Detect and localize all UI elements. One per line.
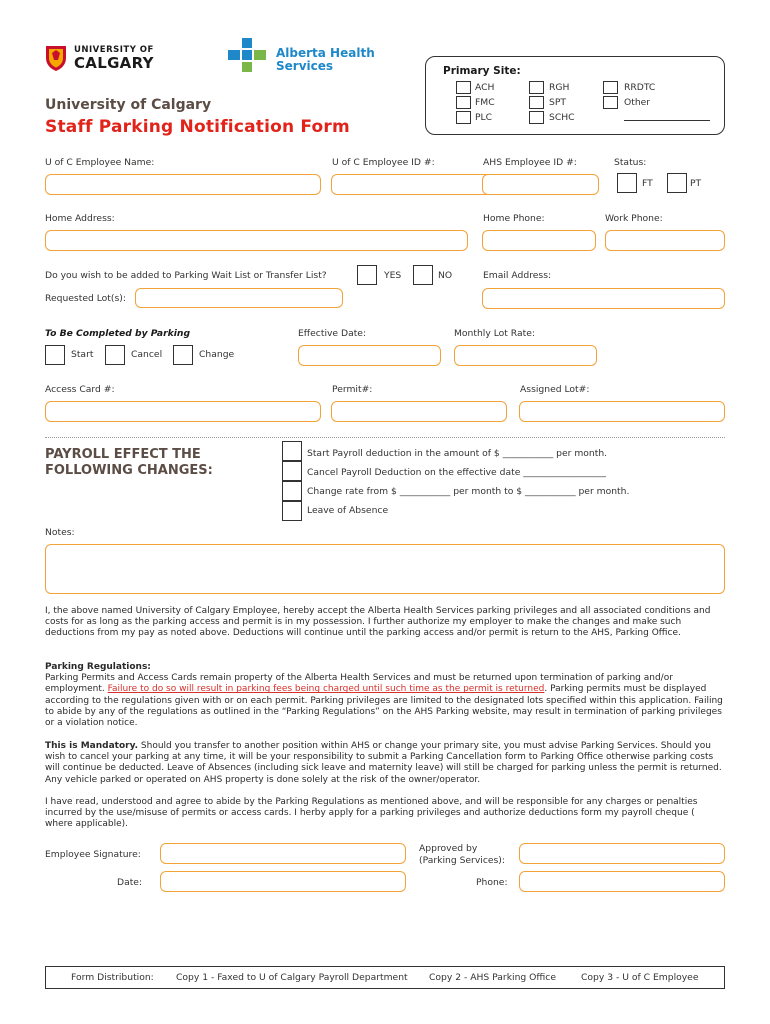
parking-cancel-label: Cancel [131,349,163,360]
access-card-label: Access Card #: [45,384,115,395]
mandatory-text: Should you transfer to another position within AHS or change your primary site, you must advise Parking Services. Should you wish to cancel your parking at any time, it will be your responsibility to submit a Parking Cancellation form to Parking Office otherwise parking costs will continue be deducted. Leave of Absences (including sick leave and maternity leave) will still be charged for parking unless the permit is returned. Any vehicle parked or operated on AHS property is done solely at the risk of the owner/operator. [45,741,722,785]
parking-change-checkbox[interactable] [173,345,193,365]
distribution-copy1: Copy 1 - Faxed to U of Calgary Payroll Department [176,972,408,983]
payroll-start-text: Start Payroll deduction in the amount of $ ___________ per month. [307,448,608,459]
site-rrdtc-label: RRDTC [624,82,656,93]
approved-by-field[interactable] [519,843,725,864]
distribution-label: Form Distribution: [71,972,154,983]
work-phone-label: Work Phone: [605,213,663,224]
date-label: Date: [117,877,143,888]
status-pt-checkbox[interactable] [667,173,687,193]
site-plc-checkbox[interactable] [456,111,471,124]
ucalgary-logo-line2: CALGARY [74,54,154,72]
phone-label: Phone: [476,877,508,888]
distribution-copy2: Copy 2 - AHS Parking Office [429,972,556,983]
permit-field[interactable] [331,401,507,422]
site-plc-label: PLC [475,112,493,123]
site-rgh-checkbox[interactable] [529,81,544,94]
access-card-field[interactable] [45,401,321,422]
approved-by-label-2: (Parking Services): [419,855,505,866]
regulations-warning: Failure to do so will result in parking fees being charged until such time as the permit is returned [107,684,545,695]
status-label: Status: [614,157,647,168]
wait-list-no-label: NO [438,270,453,281]
acceptance-paragraph: I, the above named University of Calgary Employee, hereby accept the Alberta Health Services parking privileges and all associated conditions and costs for as long as the parking access and permit is in my possession. I further authorize my employer to make the changes and make such deductions from my pay as noted above. Deductions will continue until the parking access and/or permit is return to the AHS, Parking Office. [45,606,711,639]
ucalgary-logo [44,44,174,74]
notes-label: Notes: [45,527,75,538]
wait-list-yes-label: YES [384,270,402,281]
primary-site-box [425,56,725,135]
notes-field[interactable] [45,544,725,594]
form-title: Staff Parking Notification Form [45,117,350,137]
site-other-line[interactable] [624,120,710,121]
requested-lots-label: Requested Lot(s): [45,293,126,304]
primary-site-heading: Primary Site: [443,65,521,77]
payroll-start-checkbox[interactable] [282,441,302,461]
requested-lots-field[interactable] [135,288,343,308]
regulations-paragraph [45,662,725,729]
payroll-cancel-checkbox[interactable] [282,461,302,481]
payroll-heading-line1: PAYROLL EFFECT THE [45,447,201,462]
ucalgary-logo-line1: UNIVERSITY OF [74,45,154,55]
ahs-cross-icon [228,38,270,72]
site-other-checkbox[interactable] [603,96,618,109]
regulations-heading: Parking Regulations: [45,662,151,672]
distribution-footer [45,966,725,989]
wait-list-no-checkbox[interactable] [413,265,433,285]
effective-date-label: Effective Date: [298,328,367,339]
mandatory-paragraph [45,741,725,786]
form-subtitle: University of Calgary [45,97,212,113]
home-phone-field[interactable] [482,230,596,251]
employee-name-label: U of C Employee Name: [45,157,155,168]
payroll-heading-line2: FOLLOWING CHANGES: [45,463,213,478]
site-ach-checkbox[interactable] [456,81,471,94]
wait-list-question: Do you wish to be added to Parking Wait List or Transfer List? [45,270,327,281]
distribution-copy3: Copy 3 - U of C Employee [581,972,699,983]
payroll-change-checkbox[interactable] [282,481,302,501]
site-spt-checkbox[interactable] [529,96,544,109]
ahs-logo [228,38,378,74]
phone-field[interactable] [519,871,725,892]
ahs-id-label: AHS Employee ID #: [483,157,577,168]
ahs-logo-line2: Services [276,59,334,73]
site-rrdtc-checkbox[interactable] [603,81,618,94]
section-divider [45,437,725,438]
parking-cancel-checkbox[interactable] [105,345,125,365]
site-schc-label: SCHC [549,112,575,123]
status-ft-label: FT [642,178,653,189]
home-phone-label: Home Phone: [483,213,545,224]
employee-id-label: U of C Employee ID #: [332,157,435,168]
regulations-text-2: . Parking permits must be displayed according to the regulations given with or on each permit. Parking privileges are limited to the designated lots specified within this application. Failing to abide by any of the regulations as outlined in the “Parking Regulations” on the AHS Parking website, may result in termination of parking privileges or a violation notice. [45,684,723,729]
status-pt-label: PT [690,178,702,189]
email-label: Email Address: [483,270,552,281]
monthly-rate-label: Monthly Lot Rate: [454,328,535,339]
site-schc-checkbox[interactable] [529,111,544,124]
parking-start-checkbox[interactable] [45,345,65,365]
employee-signature-field[interactable] [160,843,406,864]
agreement-paragraph: I have read, understood and agree to abide by the Parking Regulations as mentioned above, and will be responsible for any charges or penalties incurred by the use/misuse of permits or access cards. I herby apply for a parking privileges and authorize deductions form my payroll cheque ( where applicable). [45,797,698,830]
home-address-field[interactable] [45,230,468,251]
wait-list-yes-checkbox[interactable] [357,265,377,285]
assigned-lot-field[interactable] [519,401,725,422]
date-field[interactable] [160,871,406,892]
site-spt-label: SPT [549,97,566,108]
parking-section-heading: To Be Completed by Parking [45,328,191,339]
payroll-leave-checkbox[interactable] [282,501,302,521]
approved-by-label-1: Approved by [419,843,478,854]
payroll-leave-text: Leave of Absence [307,505,389,516]
effective-date-field[interactable] [298,345,441,366]
email-field[interactable] [482,288,725,309]
monthly-rate-field[interactable] [454,345,597,366]
ahs-logo-line1: Alberta Health [276,46,375,60]
permit-label: Permit#: [332,384,373,395]
payroll-cancel-text: Cancel Payroll Deduction on the effective date __________________ [307,467,606,478]
site-fmc-label: FMC [475,97,495,108]
ucalgary-crest-icon [44,44,68,72]
site-ach-label: ACH [475,82,495,93]
regulations-text-1: Parking Permits and Access Cards remain property of the Alberta Health Services and must be returned upon termination of parking and/or employment. [45,673,673,695]
site-fmc-checkbox[interactable] [456,96,471,109]
payroll-change-text: Change rate from $ ___________ per month to $ ___________ per month. [307,486,630,497]
parking-start-label: Start [71,349,94,360]
work-phone-field[interactable] [605,230,725,251]
parking-change-label: Change [199,349,235,360]
mandatory-bold: This is Mandatory. [45,741,139,751]
employee-signature-label: Employee Signature: [45,849,141,860]
site-other-label: Other [624,97,651,108]
ahs-id-field[interactable] [482,174,599,195]
employee-id-field[interactable] [331,174,495,195]
status-ft-checkbox[interactable] [617,173,637,193]
site-rgh-label: RGH [549,82,570,93]
home-address-label: Home Address: [45,213,115,224]
employee-name-field[interactable] [45,174,321,195]
assigned-lot-label: Assigned Lot#: [520,384,590,395]
